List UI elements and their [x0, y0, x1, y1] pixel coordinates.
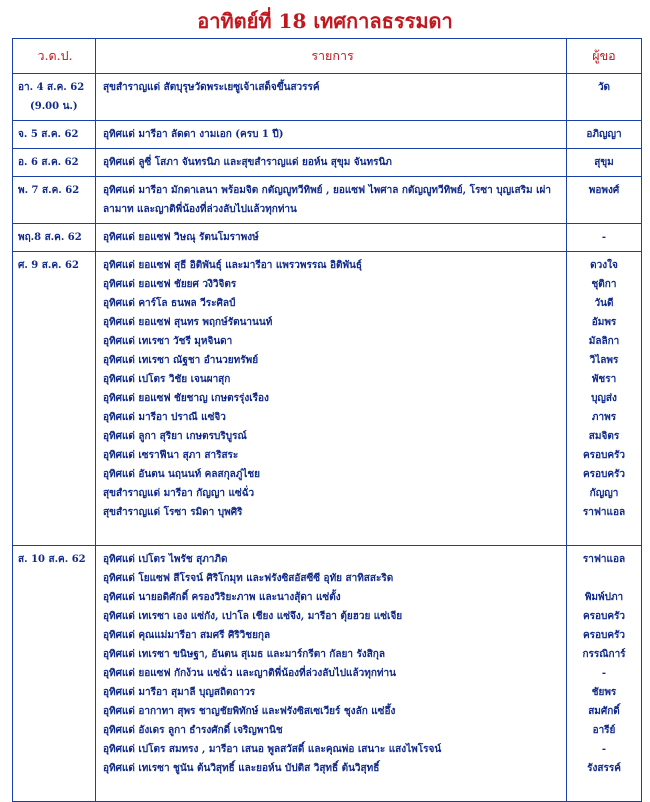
requester-name: สมศักดิ์	[588, 706, 620, 717]
intention-item: อุทิศแด่ อันตน นฤนนท์ คลสกุลภู่ไชย	[103, 469, 261, 480]
requester-cell	[567, 252, 642, 546]
intention-item: อุทิศแด่ อากาทา สุพร ชาญชัยพิทักษ์ และฟรังซิสเซเวียร์ ชุงลัก แซ่อึ้ง	[103, 706, 396, 717]
table-row	[13, 149, 642, 177]
intention-item: สุขสำราญแด่ สัตบุรุษวัดพระเยซูเจ้าเสด็จขึ้นสวรรค์	[103, 82, 320, 93]
requester-name: ภาพร	[591, 412, 617, 423]
row-spacer	[18, 569, 92, 588]
items-cell	[96, 121, 567, 149]
requester-cell	[567, 74, 642, 121]
date-cell	[13, 546, 96, 802]
requester-name: ครอบครัว	[582, 611, 626, 622]
date-cell	[13, 74, 96, 121]
date-text: พฤ.8 ส.ค. 62	[18, 232, 82, 243]
intention-item: อุทิศแด่ ยอแซฟ กักง้วน แซ่ฉั่ว และญาติพี่น้องที่ล่วงลับไปแล้วทุกท่าน	[103, 668, 396, 679]
intention-item: อุทิศแด่ ยอแซฟ สุธี อิติพันธุ์ และมารีอา แพรวพรรณ อิติพันธุ์	[103, 260, 362, 271]
intention-item: อุทิศแด่ เปโตร ไพรัช สุภาภิด	[103, 554, 228, 565]
date-cell	[13, 121, 96, 149]
requester-name: ราฟาแอล	[582, 507, 626, 518]
requester-cell	[567, 224, 642, 252]
table-row	[13, 546, 642, 802]
requester-name: ชุติกา	[591, 279, 617, 290]
intention-item: อุทิศแด่ มารีอา สุมาลี บุญสถิตถาวร	[103, 687, 256, 698]
table-row	[13, 224, 642, 252]
date-cell	[13, 224, 96, 252]
intention-item: อุทิศแด่ ยอแซฟ วิษณุ รัตนโมราพงษ์	[103, 232, 259, 243]
row-spacer	[103, 522, 562, 541]
date-cell	[13, 177, 96, 224]
intention-item: อุทิศแด่ นายอดิศักดิ์ ครองวิริยะภาพ และนางสุ้ดา แซ่ตั้ง	[103, 592, 341, 603]
requester-cell	[567, 121, 642, 149]
row-spacer	[18, 275, 92, 294]
requester-name: สุขุม	[594, 157, 614, 168]
intention-item: อุทิศแด่ มารีอา มักดาเลนา พร้อมจิต กตัญญูทวีทิพย์ , ยอแซฟ ไพศาล กตัญญูทวีทิพย์, โรซา บุญเสริม เผ่าลามาท และญาติพี่น้องที่ล่วงลับไปแล้วทุกท่าน	[103, 185, 551, 215]
requester-name: พัชรา	[591, 374, 617, 385]
date-text: ส. 10 ส.ค. 62	[18, 554, 86, 565]
page-title: อาทิตย์ที่ 18 เทศกาลธรรมดา	[197, 9, 453, 33]
intention-item: อุทิศแด่ ยอแซฟ ชัยชาญ เกษตรรุ่งเรือง	[103, 393, 269, 404]
intention-item: สุขสำราญแด่ โรซา รมิดา บุพศิริ	[103, 507, 243, 518]
requester-name: พอพงศ์	[588, 185, 620, 196]
items-cell	[96, 74, 567, 121]
intention-item: สุขสำราญแด่ มารีอา กัญญา แซ่ฉั่ว	[103, 488, 255, 499]
requester-name: กรรณิการ์	[582, 649, 626, 660]
date-cell	[13, 149, 96, 177]
header-date: ว.ด.ป.	[13, 39, 96, 74]
requester-name: -	[601, 668, 607, 679]
requester-name: -	[601, 744, 607, 755]
requester-name: วันดี	[594, 298, 614, 309]
date-text: พ. 7 ส.ค. 62	[18, 185, 80, 196]
requester-name: ครอบครัว	[582, 630, 626, 641]
mass-intention-table	[12, 38, 642, 802]
date-text: ศ. 9 ส.ค. 62	[18, 260, 79, 271]
items-cell	[96, 149, 567, 177]
intention-item: อุทิศแด่ เปโตร สมทรง , มารีอา เสนอ พูลสวัสดิ์ และคุณพ่อ เสนาะ แสงไพโรจน์	[103, 744, 442, 755]
intention-item: อุทิศแด่ มารีอา ปราณี แซ่จิว	[103, 412, 226, 423]
requester-name: อารีย์	[592, 725, 616, 736]
table-row	[13, 121, 642, 149]
time-text: (9.00 น.)	[30, 101, 78, 112]
intention-item: อุทิศแด่ เซราฟีนา สุภา สาริสระ	[103, 450, 239, 461]
intention-item: อุทิศแด่ เทเรซา ขนิษฐา, อันตน สุเมธ และมาร์กรีตา กัลยา รังสิกุล	[103, 649, 385, 660]
requester-name: กัญญา	[589, 488, 619, 499]
requester-name: พิมพ์ปภา	[584, 592, 624, 603]
items-cell	[96, 177, 567, 224]
items-cell	[96, 224, 567, 252]
requester-cell	[567, 149, 642, 177]
intention-item: อุทิศแด่ มารีอา ลัดดา งามเอก (ครบ 1 ปี)	[103, 129, 284, 140]
requester-name: ดวงใจ	[590, 260, 618, 271]
intention-item: อุทิศแด่ โยแซฟ สีโรจน์ ศิริโกมุท และฟรังซิสอัสซีซี อุทัย สาทิสสะริด	[103, 573, 394, 584]
requester-name: ครอบครัว	[582, 450, 626, 461]
requester-name: รังสรรค์	[587, 763, 621, 774]
table-header-row	[13, 39, 642, 74]
table-row	[13, 74, 642, 121]
table-body	[13, 74, 642, 802]
items-cell	[96, 252, 567, 546]
requester-name: ราฟาแอล	[582, 554, 626, 565]
intention-item: อุทิศแด่ ยอแซฟ สุนทร พฤกษ์รัตนานนท์	[103, 317, 273, 328]
requester-name: บุญส่ง	[591, 393, 617, 404]
requester-name: สมจิตร	[588, 431, 620, 442]
requester-name: วัด	[597, 82, 611, 93]
intention-item: อุทิศแด่ เทเรซา วัชรี มุหจินดา	[103, 336, 233, 347]
row-spacer	[103, 778, 562, 797]
intention-item: อุทิศแด่ ยอแซฟ ชัยยศ วงิวิจิตร	[103, 279, 237, 290]
table-row	[13, 252, 642, 546]
header-requester: ผู้ขอ	[567, 39, 642, 74]
requester-name: -	[601, 232, 607, 243]
intention-item: อุทิศแด่ คาร์โล ธนพล วีระศิลป์	[103, 298, 236, 309]
date-text: อา. 4 ส.ค. 62	[18, 82, 85, 93]
date-text: อ. 6 ส.ค. 62	[18, 157, 79, 168]
intention-item: อุทิศแด่ เทเรซา เอง แซ่กัง, เปาโล เชียง แซ่จึง, มารีอา ตุ้ยฮวย แซ่เจีย	[103, 611, 403, 622]
header-items: รายการ	[96, 39, 567, 74]
requester-name	[570, 569, 638, 588]
date-text: จ. 5 ส.ค. 62	[18, 129, 79, 140]
row-spacer	[570, 778, 638, 797]
requester-name: วิไลพร	[589, 355, 619, 366]
intention-item: อุทิศแด่ เปโตร วิชัย เจนผาสุก	[103, 374, 231, 385]
date-cell	[13, 252, 96, 546]
intention-item: อุทิศแด่ เทเรซา ชูนัน ต้นวิสุทธิ์ และยอห์น บัปติส วิสุทธิ์ ต้นวิสุทธิ์	[103, 763, 380, 774]
intention-item: อุทิศแด่ ลูซี่ โสภา จันทรนิภ และสุขสำราญแด่ ยอห์น สุขุม จันทรนิภ	[103, 157, 392, 168]
intention-item: อุทิศแด่ อังเดร ลูกา ธำรงศักดิ์ เจริญพานิช	[103, 725, 283, 736]
requester-name: ชัยพร	[591, 687, 617, 698]
requester-name: ครอบครัว	[582, 469, 626, 480]
requester-name: อภิญญา	[586, 129, 622, 140]
table-row	[13, 177, 642, 224]
items-cell	[96, 546, 567, 802]
row-spacer	[570, 522, 638, 541]
requester-name: มัลลิกา	[588, 336, 620, 347]
intention-item: อุทิศแด่ ลูกา สุริยา เกษตรบริบูรณ์	[103, 431, 247, 442]
requester-cell	[567, 177, 642, 224]
requester-name: อัมพร	[591, 317, 617, 328]
intention-item: อุทิศแด่ เทเรซา ณัฐชา อำนวยทรัพย์	[103, 355, 259, 366]
intention-item: อุทิศแด่ คุณแม่มารีอา สมศรี ศิริวิชยกุล	[103, 630, 271, 641]
requester-cell	[567, 546, 642, 802]
